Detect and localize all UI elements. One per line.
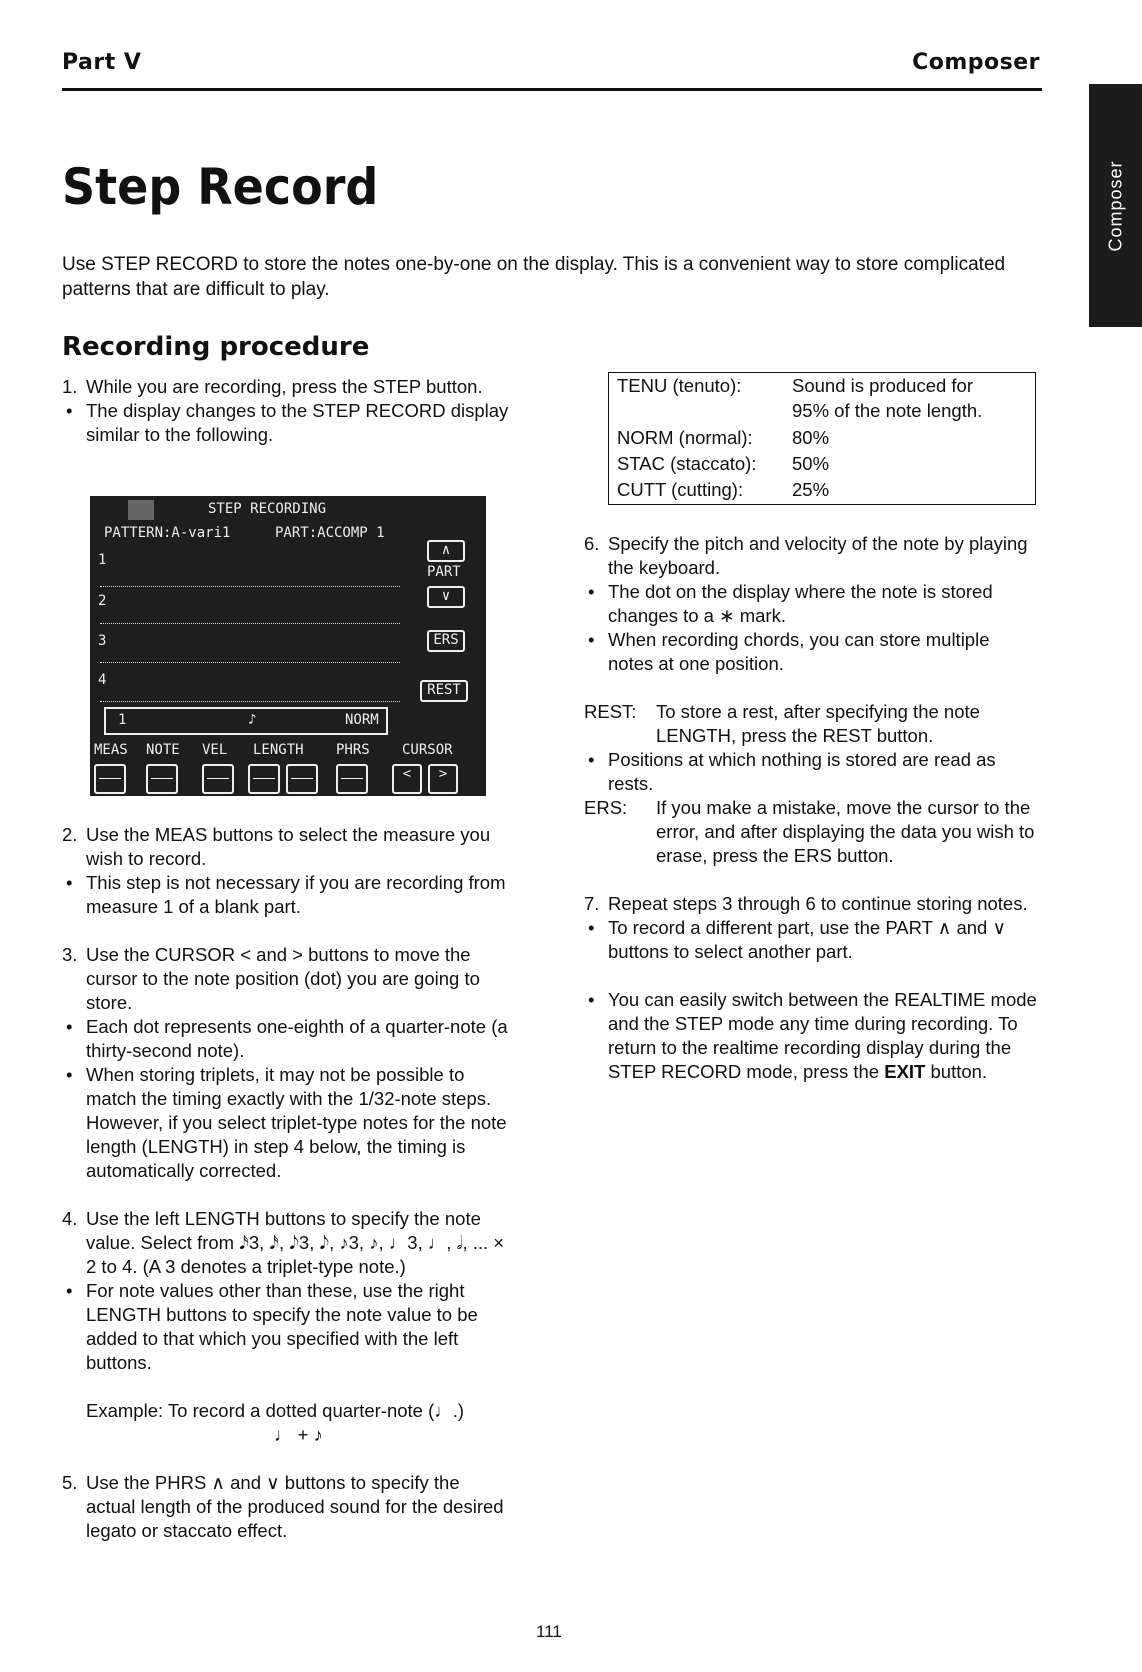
lcd-label-meas: MEAS	[94, 742, 128, 758]
intro-paragraph: Use STEP RECORD to store the notes one-by-one on the display. This is a convenient way to store complicated patterns that are difficult to play.	[62, 254, 1006, 300]
header-left: Part V	[62, 50, 142, 75]
cursor-left-button[interactable]: <	[392, 764, 422, 794]
rest-bullet: • Positions at which nothing is stored are read as rests.	[584, 748, 1038, 796]
step-record-display	[90, 496, 486, 796]
step-1: 1. While you are recording, press the STEP button.	[62, 376, 483, 397]
step-7-bullet-2: • You can easily switch between the REALTIME mode and the STEP mode any time during recording. To return to the realtime recording display during the STEP RECORD mode, press the EXIT button.	[584, 988, 1038, 1084]
step-4-example: Example: To record a dotted quarter-note (♩.)	[86, 1400, 465, 1421]
lcd-track-2: 2	[98, 593, 107, 609]
lcd-track-1: 1	[98, 552, 107, 568]
phrs-row-label: CUTT (cutting):	[617, 479, 744, 500]
right-column	[584, 532, 1038, 1084]
step-3-bullet-2: • When storing triplets, it may not be possible to match the timing exactly with the 1/32-note steps. However, if you select triplet-type notes for the note length (LENGTH) in step 4 below, the timing is automatically corrected.	[62, 1063, 510, 1183]
step-1-bullet: • The display changes to the STEP RECORD display similar to the following.	[62, 399, 510, 447]
lcd-status-phrase: NORM	[345, 712, 379, 728]
phrs-table	[608, 372, 1036, 505]
left-column	[62, 375, 510, 447]
step-6-bullet-1: • The dot on the display where the note is stored changes to a ∗ mark.	[584, 580, 1038, 628]
lcd-status-meas: 1	[118, 712, 127, 728]
step-4-example-formula: ♩ + ♪	[274, 1424, 323, 1445]
lcd-track-line	[100, 586, 400, 588]
lcd-title: STEP RECORDING	[208, 501, 327, 517]
phrs-row-value: 95% of the note length.	[792, 400, 983, 421]
note-updown-button[interactable]	[146, 764, 178, 794]
left-column-lower	[62, 823, 510, 1543]
header-rule	[62, 88, 1042, 91]
rest-button[interactable]: REST	[420, 680, 468, 702]
page-title: Step Record	[62, 158, 379, 216]
side-tab	[1089, 84, 1142, 327]
lcd-label-length: LENGTH	[253, 742, 304, 758]
length-right-updown-button[interactable]	[286, 764, 318, 794]
lcd-track-line	[100, 623, 400, 625]
step-3: 3. Use the CURSOR < and > buttons to move the cursor to the note position (dot) you are going to store.	[62, 944, 480, 1013]
step-2: 2. Use the MEAS buttons to select the measure you wish to record.	[62, 824, 491, 869]
section-heading: Recording procedure	[62, 332, 370, 362]
header-right: Composer	[912, 50, 1040, 75]
lcd-track-4: 4	[98, 672, 107, 688]
step-3-bullet-1: • Each dot represents one-eighth of a quarter-note (a thirty-second note).	[62, 1015, 510, 1063]
phrs-row-label: NORM (normal):	[617, 427, 753, 448]
lcd-icon	[128, 500, 154, 520]
cursor-right-button[interactable]: >	[428, 764, 458, 794]
phrs-row-value: 25%	[792, 479, 830, 500]
ers-button[interactable]: ERS	[427, 630, 465, 652]
rest-definition: REST: To store a rest, after specifying the note LENGTH, press the REST button.	[584, 701, 980, 746]
lcd-label-phrs: PHRS	[336, 742, 370, 758]
step-5: 5. Use the PHRS ∧ and ∨ buttons to specify the actual length of the produced sound for the desired legato or staccato effect.	[62, 1472, 504, 1541]
step-2-bullet: • This step is not necessary if you are recording from measure 1 of a blank part.	[62, 871, 510, 919]
length-left-updown-button[interactable]	[248, 764, 280, 794]
vel-updown-button[interactable]	[202, 764, 234, 794]
phrs-row-value: 50%	[792, 453, 830, 474]
lcd-label-vel: VEL	[202, 742, 228, 758]
phrs-row-label: STAC (staccato):	[617, 453, 757, 474]
step-4-bullet: • For note values other than these, use the right LENGTH buttons to specify the note value to be added to that which you specified with the left buttons.	[62, 1279, 510, 1375]
lcd-track-line	[100, 701, 400, 703]
part-label: PART	[427, 564, 461, 580]
phrs-row-value: 80%	[792, 427, 830, 448]
lcd-track-3: 3	[98, 633, 107, 649]
step-7-bullet-1: • To record a different part, use the PART ∧ and ∨ buttons to select another part.	[584, 916, 1038, 964]
side-tab-label: Composer	[1105, 159, 1125, 252]
step-6-bullet-2: • When recording chords, you can store multiple notes at one position.	[584, 628, 1038, 676]
step-6: 6. Specify the pitch and velocity of the note by playing the keyboard.	[584, 533, 1028, 578]
ers-definition: ERS: If you make a mistake, move the cursor to the error, and after displaying the data you wish to erase, press the ERS button.	[584, 797, 1035, 866]
lcd-track-line	[100, 662, 400, 664]
phrs-updown-button[interactable]	[336, 764, 368, 794]
lcd-pattern: PATTERN:A-vari1	[104, 525, 231, 541]
part-up-button[interactable]: ∧	[427, 540, 465, 562]
page-number: 111	[536, 1622, 562, 1641]
meas-updown-button[interactable]	[94, 764, 126, 794]
step-7: 7. Repeat steps 3 through 6 to continue storing notes.	[584, 893, 1028, 914]
phrs-row-value: Sound is produced for	[792, 375, 974, 396]
lcd-status-note: ♪	[248, 712, 257, 728]
step-4: 4. Use the left LENGTH buttons to specify the note value. Select from 𝅘𝅥𝅯3, 𝅘𝅥𝅯, 𝅘𝅥𝅮3, 𝅘𝅥𝅮, ♪3, ♪, ♩3, ♩, 𝅗𝅥, ... × 2 to 4. (A 3 denotes a triplet-type note.)	[62, 1208, 505, 1277]
lcd-label-cursor: CURSOR	[402, 742, 453, 758]
lcd-label-note: NOTE	[146, 742, 180, 758]
phrs-row-label: TENU (tenuto):	[617, 375, 742, 396]
lcd-part: PART:ACCOMP 1	[275, 525, 385, 541]
part-down-button[interactable]: ∨	[427, 586, 465, 608]
